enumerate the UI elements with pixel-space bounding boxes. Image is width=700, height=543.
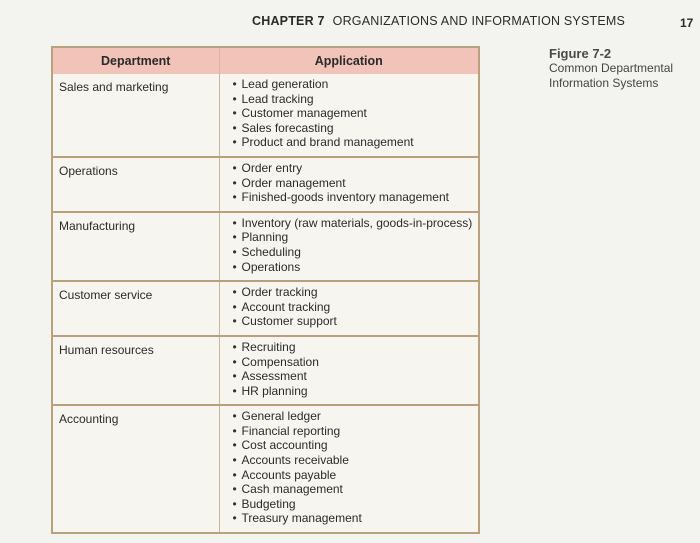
application-item: • Accounts payable: [234, 468, 474, 483]
chapter-title: ORGANIZATIONS AND INFORMATION SYSTEMS: [332, 14, 626, 28]
department-cell: Customer service: [53, 281, 219, 336]
application-cell: [219, 74, 478, 157]
department-cell: Accounting: [53, 405, 219, 532]
application-item: • Lead tracking: [234, 92, 474, 107]
application-item: • Recruiting: [234, 340, 474, 355]
department-cell: Sales and marketing: [53, 74, 219, 157]
application-item: • Budgeting: [234, 497, 474, 512]
application-list: [234, 409, 474, 526]
application-item: • Inventory (raw materials, goods-in-process): [234, 216, 474, 231]
application-item: • Compensation: [234, 355, 474, 370]
application-item: • Account tracking: [234, 300, 474, 315]
departmental-systems-table: [51, 46, 480, 534]
column-header-department: Department: [53, 48, 219, 74]
application-item: • Order management: [234, 176, 474, 191]
table-row: [53, 405, 478, 532]
department-cell: Manufacturing: [53, 212, 219, 281]
application-item: • Cash management: [234, 482, 474, 497]
application-item: • Lead generation: [234, 77, 474, 92]
application-list: [234, 77, 474, 150]
application-item: • Treasury management: [234, 511, 474, 526]
figure-caption-line-2: Information Systems: [549, 76, 659, 90]
application-list: [234, 216, 474, 274]
chapter-header: [252, 14, 625, 28]
figure-caption-line-1: Common Departmental: [549, 61, 674, 75]
application-item: • HR planning: [234, 384, 474, 399]
department-cell: Human resources: [53, 336, 219, 405]
application-item: • Accounts receivable: [234, 453, 474, 468]
application-item: • Order entry: [234, 161, 474, 176]
table-row: [53, 281, 478, 336]
application-item: • Planning: [234, 230, 474, 245]
application-cell: [219, 212, 478, 281]
application-item: • Assessment: [234, 369, 474, 384]
chapter-label: CHAPTER 7: [252, 14, 325, 28]
application-item: • Scheduling: [234, 245, 474, 260]
table-row: [53, 74, 478, 157]
application-item: • Operations: [234, 260, 474, 275]
application-cell: [219, 336, 478, 405]
application-item: • Cost accounting: [234, 438, 474, 453]
application-list: [234, 285, 474, 329]
table-row: [53, 212, 478, 281]
application-item: • Product and brand management: [234, 135, 474, 150]
page-number: 17: [680, 16, 694, 30]
application-cell: [219, 281, 478, 336]
table-header-row: [53, 48, 478, 74]
department-cell: Operations: [53, 157, 219, 212]
application-item: • General ledger: [234, 409, 474, 424]
column-header-application: Application: [219, 48, 478, 74]
figure-label: Figure 7-2: [549, 46, 612, 61]
application-list: [234, 340, 474, 398]
application-item: • Finished-goods inventory management: [234, 190, 474, 205]
table-row: [53, 157, 478, 212]
application-item: • Sales forecasting: [234, 121, 474, 136]
table-body: [53, 74, 478, 532]
application-cell: [219, 405, 478, 532]
application-item: • Financial reporting: [234, 424, 474, 439]
application-list: [234, 161, 474, 205]
application-item: • Customer management: [234, 106, 474, 121]
figure-caption: [549, 46, 699, 91]
application-item: • Order tracking: [234, 285, 474, 300]
application-item: • Customer support: [234, 314, 474, 329]
application-cell: [219, 157, 478, 212]
table-row: [53, 336, 478, 405]
